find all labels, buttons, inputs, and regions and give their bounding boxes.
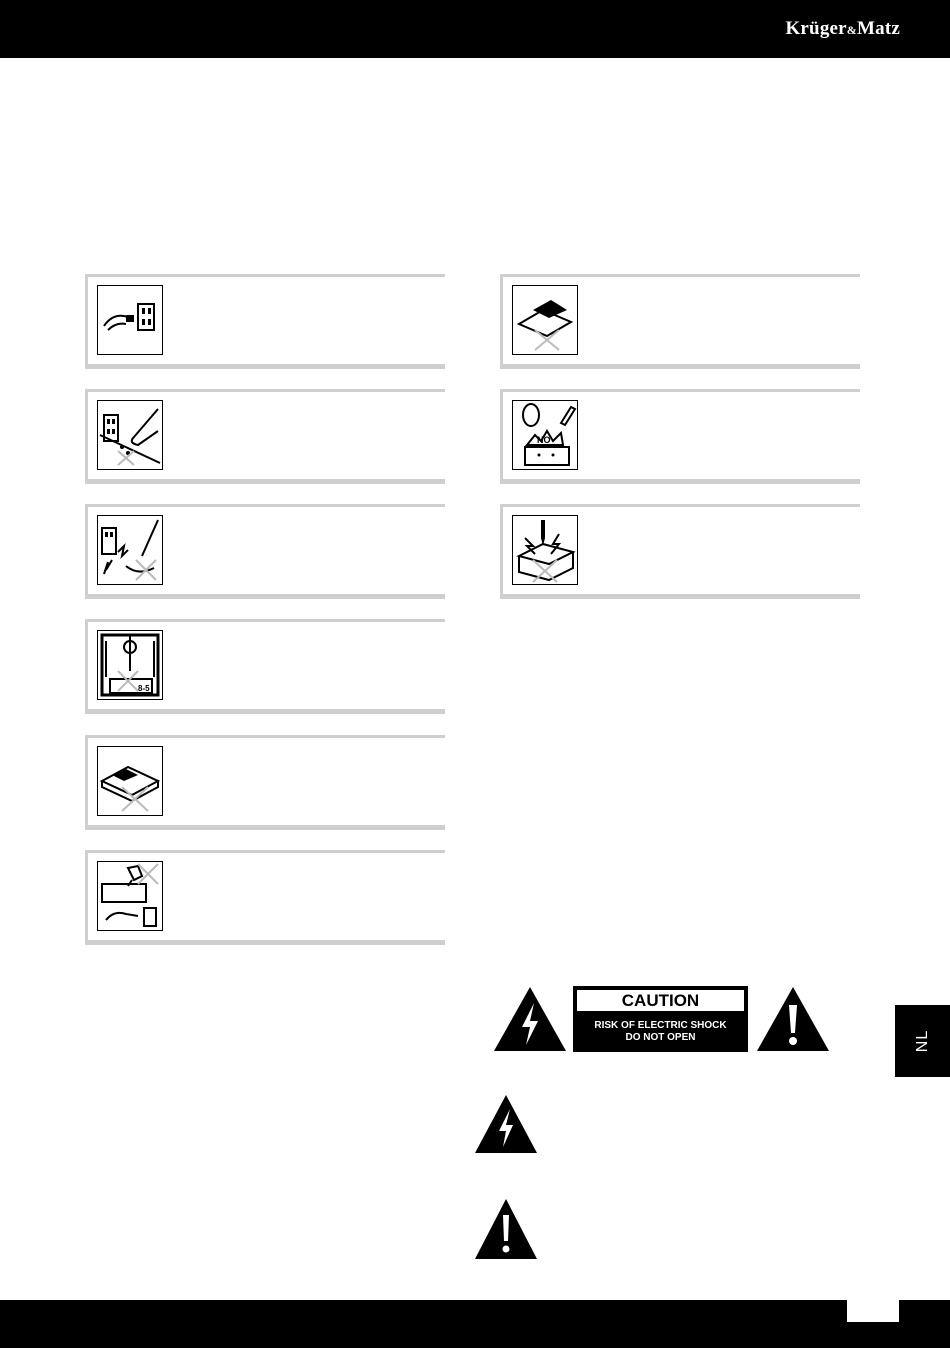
safety-card-liquid	[85, 850, 445, 945]
safety-card-objects	[500, 389, 860, 484]
footer-bar	[0, 1300, 950, 1348]
lightning-symbol-icon	[473, 1093, 539, 1155]
safety-card-screwdriver	[500, 504, 860, 599]
safety-card-ventilation	[85, 735, 445, 830]
caution-line-2: DO NOT OPEN	[625, 1032, 696, 1043]
no-objects-icon	[512, 400, 578, 470]
safety-card-sunlight	[85, 619, 445, 714]
caution-line-1: RISK OF ELECTRIC SHOCK	[594, 1020, 727, 1031]
page-number-box	[847, 1300, 899, 1322]
svg-text:NO: NO	[537, 435, 551, 445]
wet-hands-socket-icon	[97, 400, 163, 470]
sunlight-window-icon	[97, 630, 163, 700]
svg-text:8-5: 8-5	[138, 684, 150, 693]
caution-title: CAUTION	[577, 990, 744, 1011]
exclamation-warning-icon	[755, 985, 831, 1053]
language-tab: NL	[895, 1005, 950, 1077]
safety-card-wet-hands	[85, 389, 445, 484]
damaged-cord-icon	[97, 515, 163, 585]
safety-card-unplug	[85, 274, 445, 369]
lightning-warning-icon	[492, 985, 568, 1053]
unplug-icon	[97, 285, 163, 355]
safety-card-cover	[500, 274, 860, 369]
safety-card-damaged-cord	[85, 504, 445, 599]
brand-logo: Krüger&Matz	[785, 18, 900, 39]
ventilation-covered-icon	[97, 746, 163, 816]
header-bar	[0, 0, 950, 58]
caution-label	[573, 986, 748, 1052]
exclamation-symbol-icon	[473, 1197, 539, 1261]
cover-blocked-icon	[512, 285, 578, 355]
no-screwdriver-icon	[512, 515, 578, 585]
liquid-spill-icon	[97, 861, 163, 931]
